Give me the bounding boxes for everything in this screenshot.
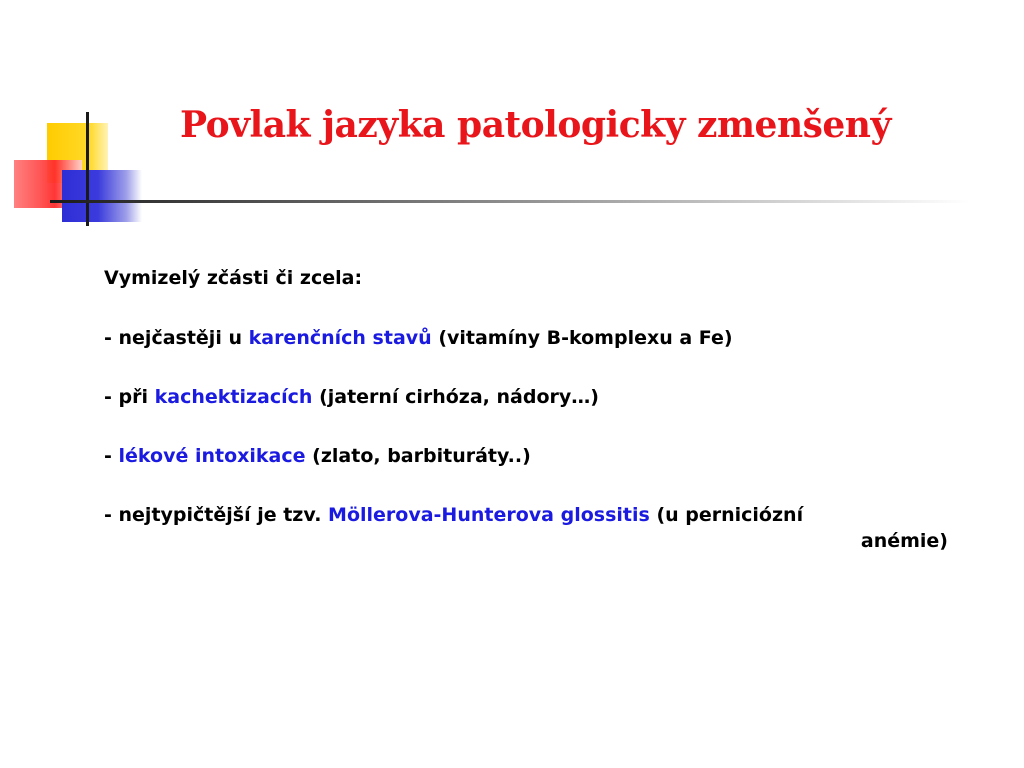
item-dash: - <box>104 445 112 467</box>
logo-vertical-line <box>86 112 89 226</box>
logo-blue-square <box>62 170 142 222</box>
item-dash: - <box>104 386 112 408</box>
item-text: nejtypičtější je tzv. <box>118 504 322 526</box>
item-dash: - <box>104 327 112 349</box>
title-underline <box>50 200 970 203</box>
item-note: (zlato, barbituráty..) <box>312 445 531 467</box>
item-dash: - <box>104 504 112 526</box>
item-highlight: Möllerova-Hunterova glossitis <box>328 504 650 526</box>
list-item <box>104 502 954 528</box>
item-highlight: lékové intoxikace <box>118 445 306 467</box>
item-text: při <box>118 386 148 408</box>
item-text: nejčastěji u <box>118 327 242 349</box>
list-item <box>104 325 954 351</box>
item-highlight: karenčních stavů <box>248 327 432 349</box>
item-note: (jaterní cirhóza, nádory…) <box>319 386 599 408</box>
slide-body <box>104 265 954 554</box>
item-note-continued: anémie) <box>860 530 948 552</box>
intro-line: Vymizelý zčásti či zcela: <box>104 267 363 289</box>
item-note: (vitamíny B-komplexu a Fe) <box>438 327 733 349</box>
item-highlight: kachektizacích <box>154 386 313 408</box>
list-item <box>104 443 954 469</box>
slide-title: Povlak jazyka patologicky zmenšený <box>180 104 891 146</box>
list-item <box>104 384 954 410</box>
item-note: (u perniciózní <box>656 504 804 526</box>
